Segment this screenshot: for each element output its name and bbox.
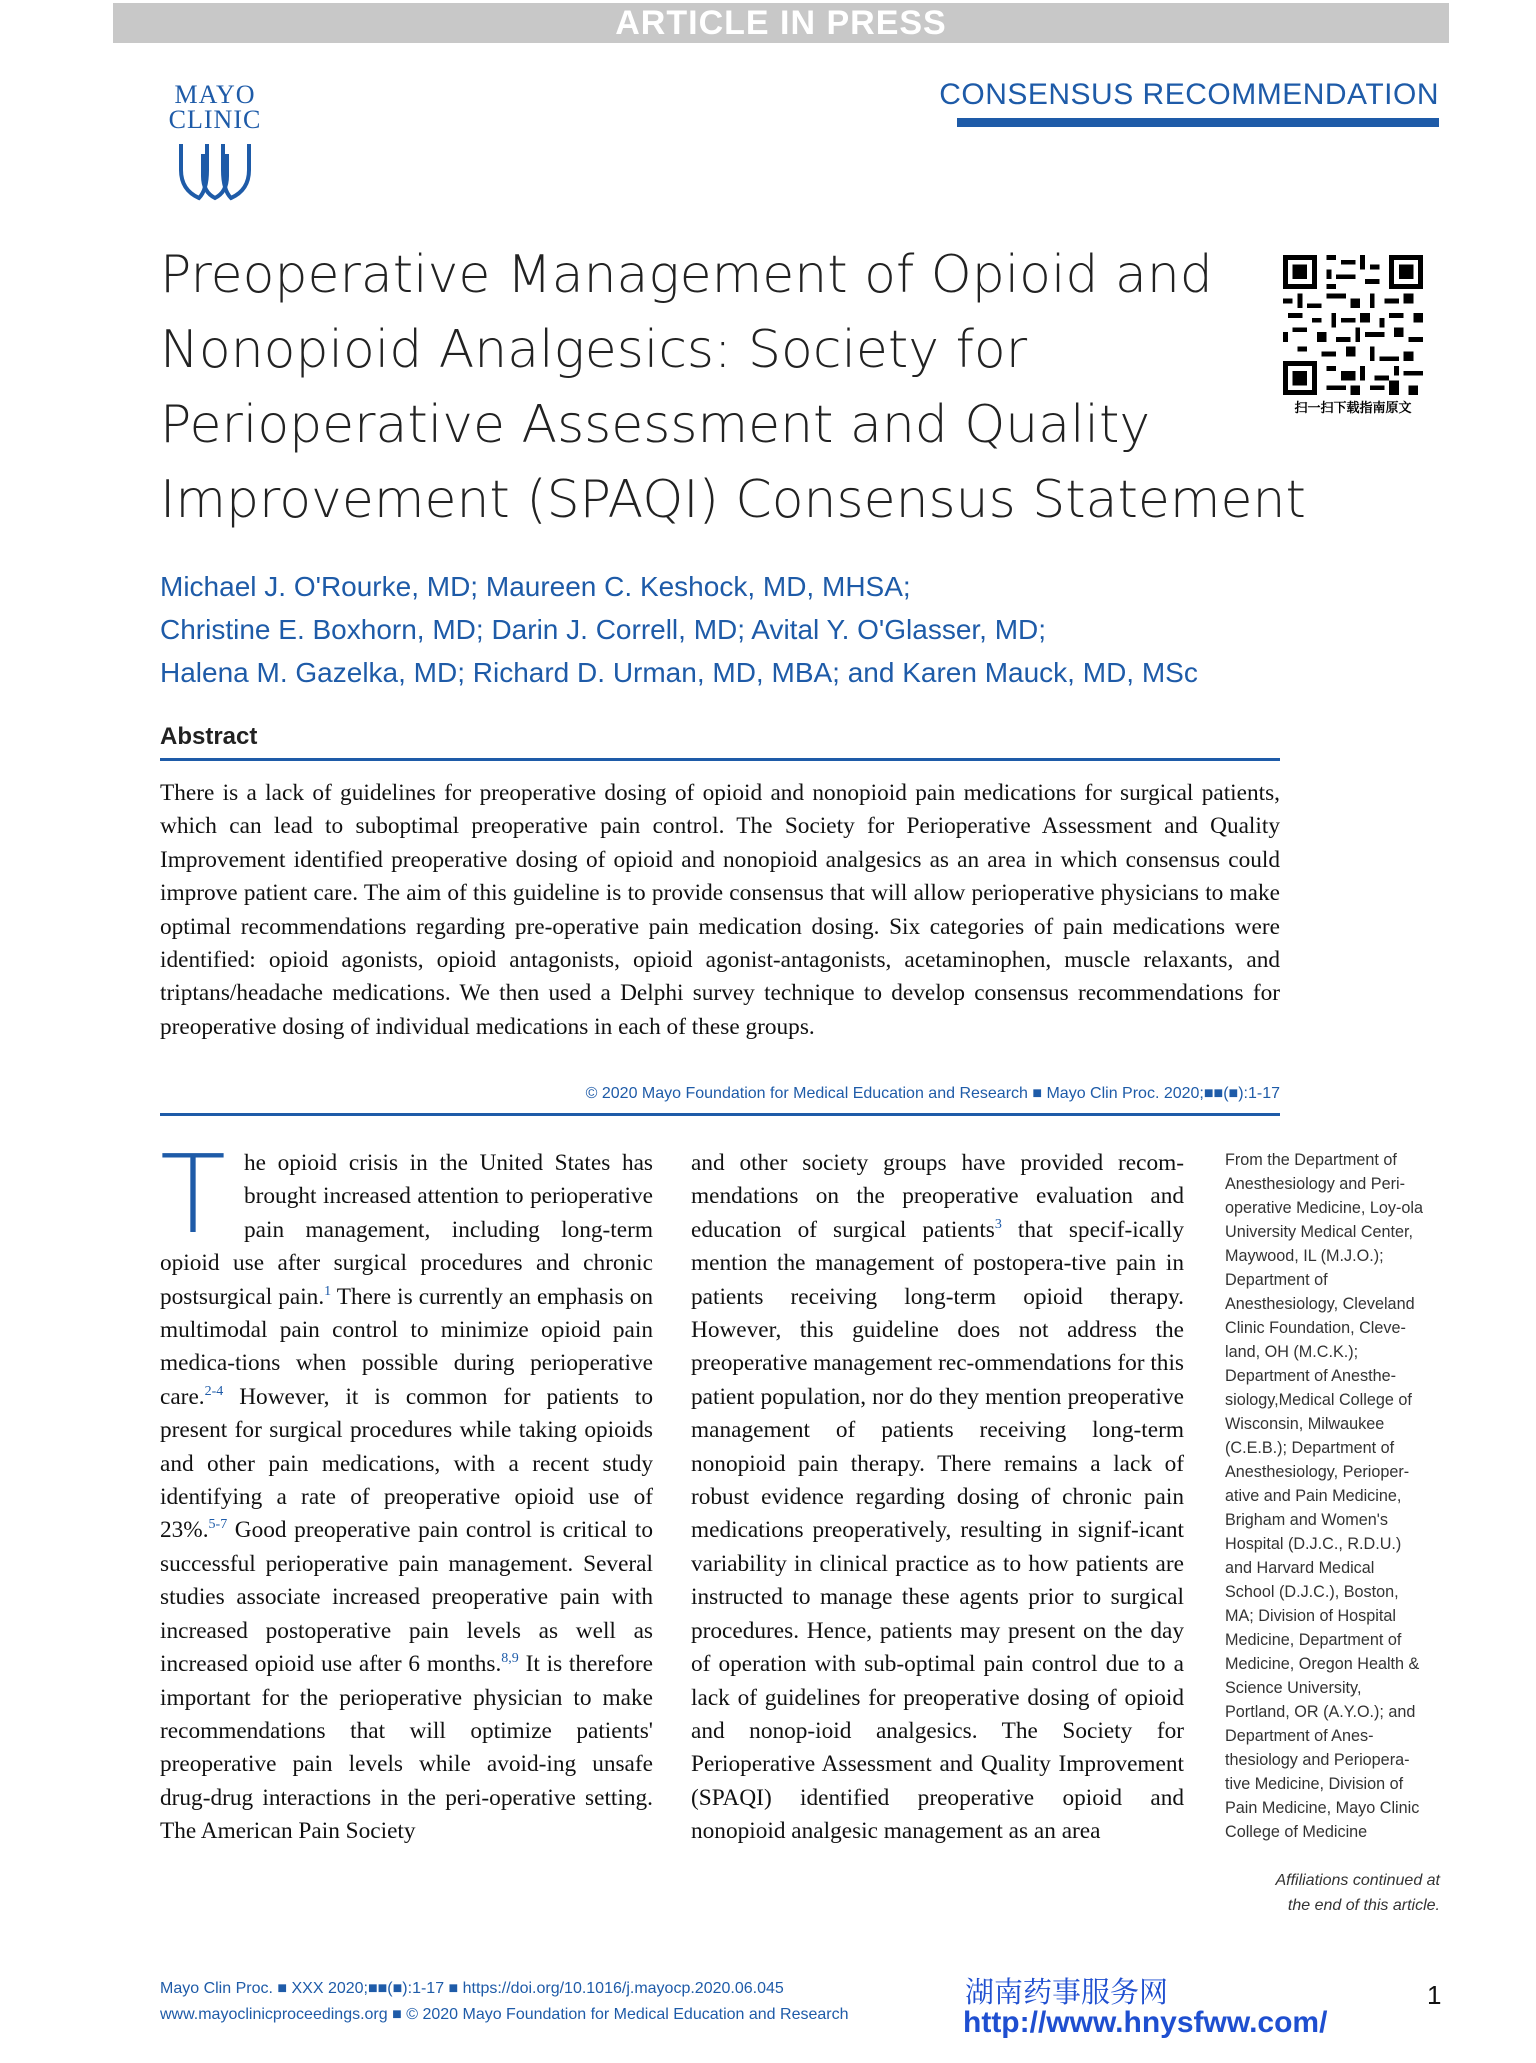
logo-word-1: MAYO xyxy=(174,80,256,109)
copyright-line: © 2020 Mayo Foundation for Medical Education and Research ■ Mayo Clin Proc. 2020;■■(■):1-17 xyxy=(585,1085,1280,1102)
author-list xyxy=(160,565,1198,694)
shield-logo-icon xyxy=(177,140,253,202)
qr-caption: 扫一扫下载指南原文 xyxy=(1294,400,1412,415)
title-line: Perioperative Assessment and Quality xyxy=(160,395,1151,455)
qr-code-icon[interactable] xyxy=(1283,255,1423,395)
abstract-rule-top xyxy=(160,758,1280,761)
body-column-1 xyxy=(160,1133,653,1849)
footer-citation[interactable]: Mayo Clin Proc. ■ XXX 2020;■■(■):1-17 ■ https://doi.org/10.1016/j.mayocp.2020.06.045 xyxy=(160,1980,784,1997)
author-line: Michael J. O'Rourke, MD; Maureen C. Keshock, MD, MHSA; xyxy=(160,571,911,602)
title-line: Nonopioid Analgesics: Society for xyxy=(160,320,1028,380)
affiliations-continued-line: the end of this article. xyxy=(1287,1897,1440,1914)
abstract-heading: Abstract xyxy=(160,723,258,750)
citation-link[interactable]: 2-4 xyxy=(204,1384,224,1400)
watermark-title: 湖南药事服务网 xyxy=(965,1975,1169,2009)
section-bar xyxy=(957,118,1439,127)
page-number: 1 xyxy=(1427,1980,1442,2010)
body-text: It is therefore important for the perioperative physician to make recommendations that will optimize patients' preoperative pain levels while avoid-ing unsafe drug-drug interactions in the peri-operative setting. The American Pain Society xyxy=(160,1651,653,1845)
article-in-press-banner: ARTICLE IN PRESS xyxy=(113,3,1449,43)
affiliations-continued xyxy=(1225,1868,1440,1918)
mayo-clinic-logo xyxy=(155,82,275,202)
section-label: CONSENSUS RECOMMENDATION xyxy=(939,78,1439,111)
title-line: Preoperative Management of Opioid and xyxy=(160,245,1213,305)
author-line: Christine E. Boxhorn, MD; Darin J. Correll, MD; Avital Y. O'Glasser, MD; xyxy=(160,614,1047,645)
body-text: Good preoperative pain control is critical to successful perioperative pain management. Several studies associate increased preoperative pain with increased postoperative pain levels as well as increased opioid use after 6 months. xyxy=(160,1517,653,1678)
affiliations-continued-line: Affiliations continued at xyxy=(1275,1872,1440,1889)
body-column-2 xyxy=(691,1147,1184,1849)
drop-cap: T xyxy=(160,1133,226,1258)
citation-link[interactable]: 8,9 xyxy=(501,1651,519,1667)
abstract-text: There is a lack of guidelines for preoperative dosing of opioid and nonopioid pain medications for surgical patients, which can lead to suboptimal preoperative pain control. The Society for Perioperative Assessment and Quality Improvement identified preoperative dosing of opioid and nonopioid analgesics as an area in which consensus could improve patient care. The aim of this guideline is to provide consensus that will allow perioperative physicians to make optimal recommendations regarding pre-operative pain medication dosing. Six categories of pain medications were identified: opioid agonists, opioid antagonists, opioid agonist-antagonists, acetaminophen, muscle relaxants, and triptans/headache medications. We then used a Delphi survey technique to develop consensus recommendations for preoperative dosing of individual medications in each of these groups. xyxy=(160,780,1280,1040)
title-line: Improvement (SPAQI) Consensus Statement xyxy=(160,470,1306,530)
article-title xyxy=(160,238,1306,538)
body-text: However, it is common for patients to present for surgical procedures while taking opioids and other pain medications, with a recent study identifying a rate of preoperative opioid use of 23%. xyxy=(160,1383,653,1544)
body-text: There is currently an emphasis on multimodal pain control to minimize opioid pain medica-tions when possible during perioperative care. xyxy=(160,1283,653,1410)
citation-link[interactable]: 5-7 xyxy=(208,1517,228,1533)
affiliations-sidebar: From the Department of Anesthesiology and Peri-operative Medicine, Loy-ola University Medical Center, Maywood, IL (M.J.O.); Department of Anesthesiology, Cleveland Clinic Foundation, Cleve-land, OH (M.C.K.); Department of Anesthe-siology,Medical College of Wisconsin, Milwaukee (C.E.B.); Department of Anesthesiology, Perioper-ative and Pain Medicine, Brigham and Women's Hospital (D.J.C., R.D.U.) and Harvard Medical School (D.J.C.), Boston, MA; Division of Hospital Medicine, Department of Medicine, Oregon Health & Science University, Portland, OR (A.Y.O.); and Department of Anes-thesiology and Periopera-tive Medicine, Division of Pain Medicine, Mayo Clinic College of Medicine xyxy=(1225,1151,1423,1841)
watermark-url[interactable]: http://www.hnysfww.com/ xyxy=(963,2006,1328,2039)
body-text: he opioid crisis in the United States has brought increased attention to perioperative pain management, including long-term opioid use after surgical procedures and chronic postsurgical pain. xyxy=(160,1150,653,1310)
citation-link[interactable]: 3 xyxy=(994,1217,1002,1233)
footer-website[interactable]: www.mayoclinicproceedings.org ■ © 2020 Mayo Foundation for Medical Education and Research xyxy=(160,2006,849,2023)
logo-word-2: CLINIC xyxy=(168,105,262,134)
author-line: Halena M. Gazelka, MD; Richard D. Urman, MD, MBA; and Karen Mauck, MD, MSc xyxy=(160,657,1198,688)
abstract-rule-bottom xyxy=(160,1113,1280,1116)
body-text: and other society groups have provided recom-mendations on the preoperative evaluation and education of surgical patients xyxy=(691,1150,1184,1243)
body-text: that specif-ically mention the management of postopera-tive pain in patients receiving long-term opioid therapy. However, this guideline does not address the preoperative management rec-ommendations for this patient population, nor do they mention preoperative management of patients receiving long-term nonopioid pain therapy. There remains a lack of robust evidence regarding dosing of chronic pain medications preoperatively, resulting in signif-icant variability in clinical practice as to how patients are instructed to manage these agents prior to surgical procedures. Hence, patients may present on the day of operation with sub-optimal pain control due to a lack of guidelines for preoperative dosing of opioid and nonop-ioid analgesics. The Society for Perioperative Assessment and Quality Improvement (SPAQI) identified preoperative opioid and nonopioid analgesic management as an area xyxy=(691,1216,1184,1845)
citation-link[interactable]: 1 xyxy=(324,1283,332,1299)
